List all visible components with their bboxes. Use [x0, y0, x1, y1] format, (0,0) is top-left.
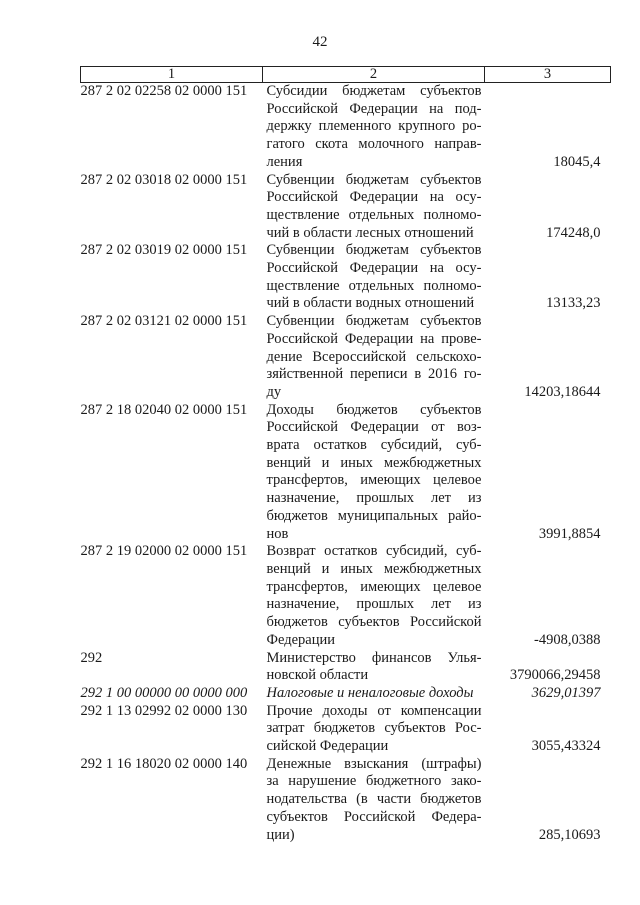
revenue-description	[263, 756, 485, 845]
table-row	[81, 242, 611, 313]
revenue-description	[263, 703, 485, 756]
table-body	[81, 83, 611, 845]
budget-code: 287 2 19 02000 02 0000 151	[80, 543, 248, 560]
description-line: за нарушение бюджетного зако-	[266, 773, 482, 790]
description-line: субъектов Российской Федера-	[266, 808, 482, 825]
revenue-table	[80, 66, 611, 844]
amount-value: 14203,18644	[524, 383, 601, 400]
description-line: нодательства (в части бюджетов	[266, 791, 482, 808]
revenue-description	[263, 650, 485, 685]
description-line: бюджетов муниципальных райо-	[266, 507, 482, 524]
description-line: Российской Федерации на под-	[266, 100, 482, 117]
amount-value: 285,10693	[538, 826, 601, 843]
description-line: Субвенции бюджетам субъектов	[266, 171, 482, 188]
description-line: гатого скота молочного направ-	[266, 136, 482, 153]
table-header-row	[81, 67, 611, 83]
description-line: ления	[266, 153, 303, 170]
description-line: Российской Федерации на осу-	[266, 260, 482, 277]
description-line: назначение, прошлых лет из	[266, 596, 482, 613]
description-line: венций и иных межбюджетных	[266, 454, 482, 471]
description-line: Российской Федерации на прове-	[266, 330, 482, 347]
description-line: Российской Федерации от воз-	[266, 419, 482, 436]
column-header-amount: 3	[485, 67, 611, 83]
description-line: зяйственной переписи в 2016 го-	[266, 366, 482, 383]
budget-code: 292 1 13 02992 02 0000 130	[80, 702, 248, 719]
amount-value: 18045,4	[553, 153, 601, 170]
budget-code: 292	[80, 649, 103, 666]
budget-code: 287 2 02 02258 02 0000 151	[80, 83, 248, 99]
description-line: Российской Федерации на осу-	[266, 189, 482, 206]
revenue-description	[263, 83, 485, 172]
amount-value: 13133,23	[546, 295, 601, 312]
description-line: Субсидии бюджетам субъектов	[266, 83, 482, 99]
budget-code: 287 2 02 03019 02 0000 151	[80, 242, 248, 259]
description-line: ществление отдельных полномо-	[266, 206, 482, 223]
description-line: венций и иных межбюджетных	[266, 560, 482, 577]
description-line: сийской Федерации	[266, 738, 389, 755]
description-line: врата остатков субсидий, суб-	[266, 437, 482, 454]
description-line: ду	[266, 383, 282, 400]
description-line: Субвенции бюджетам субъектов	[266, 313, 482, 330]
amount-value: 3790066,29458	[509, 667, 601, 684]
table-row	[81, 756, 611, 845]
budget-code: 292 1 16 18020 02 0000 140	[80, 755, 248, 772]
table-row	[81, 703, 611, 756]
description-line: Субвенции бюджетам субъектов	[266, 242, 482, 259]
budget-code: 287 2 18 02040 02 0000 151	[80, 401, 248, 418]
table-row	[81, 172, 611, 243]
description-line: держку племенного крупного ро-	[266, 118, 482, 135]
revenue-description	[263, 242, 485, 313]
table-row	[81, 402, 611, 544]
amount-value: 3629,01397	[531, 684, 601, 701]
description-line: ции)	[266, 826, 295, 843]
description-line: чий в области лесных отношений	[266, 224, 474, 241]
description-line: чий в области водных отношений	[266, 295, 475, 312]
description-line: Налоговые и неналоговые доходы	[266, 684, 474, 701]
description-line: Доходы бюджетов субъектов	[266, 401, 482, 418]
description-line: назначение, прошлых лет из	[266, 490, 482, 507]
revenue-description	[263, 685, 485, 703]
description-line: Министерство финансов Улья-	[266, 649, 482, 666]
budget-code: 287 2 02 03121 02 0000 151	[80, 313, 248, 330]
page-number: 42	[312, 34, 328, 50]
amount-value: 3991,8854	[538, 525, 601, 542]
budget-code: 287 2 02 03018 02 0000 151	[80, 171, 248, 188]
revenue-description	[263, 402, 485, 544]
table-row	[81, 313, 611, 402]
budget-code: 292 1 00 00000 00 0000 000	[80, 684, 248, 701]
column-header-name: 2	[263, 67, 485, 83]
table-row	[81, 543, 611, 649]
table-row	[81, 650, 611, 685]
description-line: нов	[266, 525, 289, 542]
description-line: бюджетов субъектов Российской	[266, 614, 482, 631]
description-line: Федерации	[266, 631, 335, 648]
description-line: затрат бюджетов субъектов Рос-	[266, 720, 482, 737]
description-line: Денежные взыскания (штрафы)	[266, 755, 482, 772]
description-line: дение Всероссийской сельскохо-	[266, 348, 482, 365]
description-line: новской области	[266, 667, 369, 684]
description-line: трансфертов, имеющих целевое	[266, 472, 482, 489]
description-line: ществление отдельных полномо-	[266, 277, 482, 294]
table-row	[81, 685, 611, 703]
description-line: Прочие доходы от компенсации	[266, 702, 482, 719]
column-header-code: 1	[81, 67, 263, 83]
revenue-description	[263, 543, 485, 649]
amount-value: 174248,0	[546, 224, 601, 241]
revenue-description	[263, 172, 485, 243]
description-line: трансфертов, имеющих целевое	[266, 578, 482, 595]
revenue-description	[263, 313, 485, 402]
amount-value: 3055,43324	[531, 738, 601, 755]
description-line: Возврат остатков субсидий, суб-	[266, 543, 482, 560]
table-row	[81, 83, 611, 172]
amount-value: -4908,0388	[534, 631, 601, 648]
